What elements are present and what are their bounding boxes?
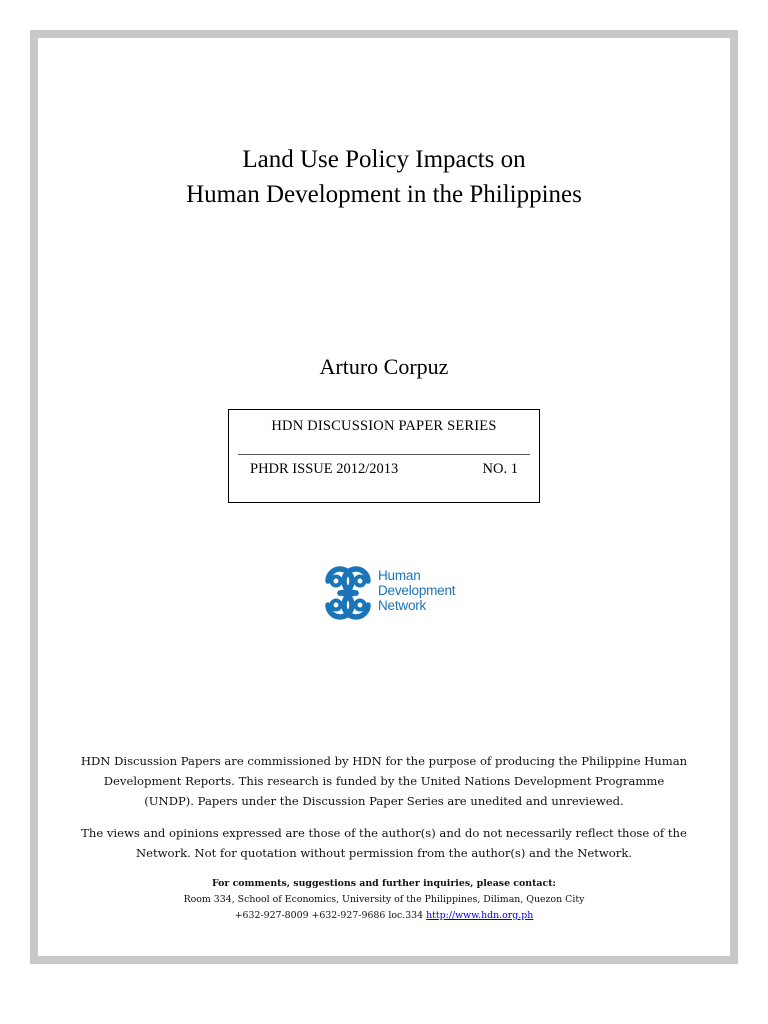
logo-line-2: Development xyxy=(378,583,456,598)
title-line-2: Human Development in the Philippines xyxy=(186,181,582,208)
title-line-1: Land Use Policy Impacts on xyxy=(242,146,526,173)
series-box xyxy=(228,409,540,503)
contact-phone-line xyxy=(58,908,710,924)
series-name: HDN DISCUSSION PAPER SERIES xyxy=(271,418,497,434)
logo-line-1: Human xyxy=(378,568,421,583)
contact-address: Room 334, School of Economics, University of the Philippines, Diliman, Quezon City xyxy=(183,894,585,905)
hdn-logo xyxy=(320,565,470,621)
disclaimer-paragraph-1: HDN Discussion Papers are commissioned by HDN for the purpose of producing the Philippine Human Development Reports. This research is funded by the United Nations Development Programme (UNDP). Papers under the Discussion Paper Series are unedited and unreviewed. xyxy=(80,754,688,808)
series-divider xyxy=(238,454,530,455)
contact-phones: +632-927-8009 +632-927-9686 loc.334 xyxy=(234,910,424,921)
document-title xyxy=(38,142,730,212)
series-number: NO. 1 xyxy=(482,461,518,477)
contact-info xyxy=(58,876,710,924)
page-frame xyxy=(30,30,738,964)
website-link[interactable]: http://www.hdn.org.ph xyxy=(426,910,534,921)
hdn-logo-text xyxy=(378,568,455,613)
series-issue: PHDR ISSUE 2012/2013 xyxy=(250,461,399,477)
author-name: Arturo Corpuz xyxy=(319,354,449,379)
hdn-logo-icon xyxy=(320,565,376,621)
disclaimer xyxy=(78,751,690,863)
contact-heading: For comments, suggestions and further inquiries, please contact: xyxy=(211,878,556,889)
disclaimer-paragraph-2: The views and opinions expressed are those of the author(s) and do not necessarily reflect those of the Network. Not for quotation without permission from the author(s) and the Network. xyxy=(81,826,687,860)
logo-line-3: Network xyxy=(378,598,427,613)
